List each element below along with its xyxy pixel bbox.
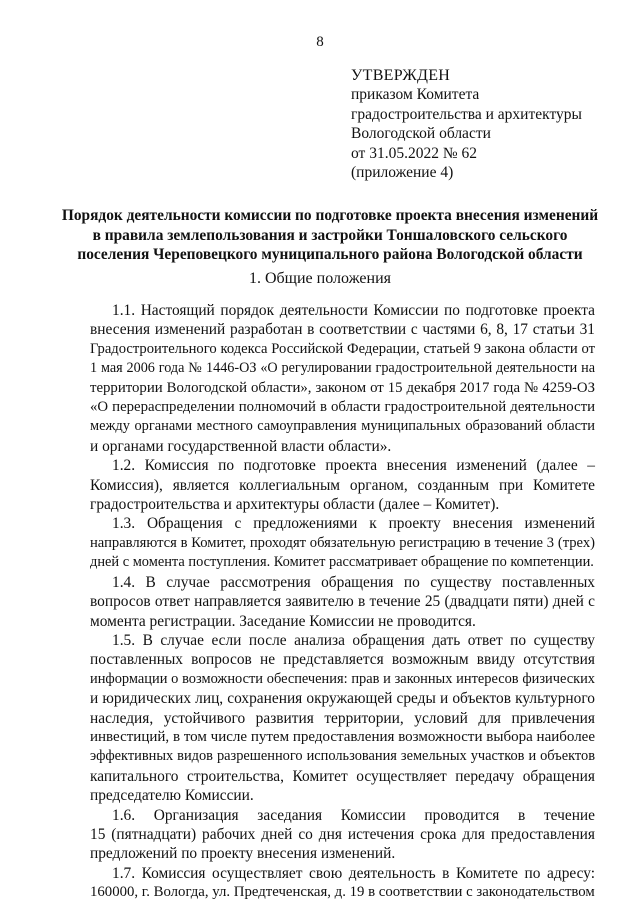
title-line: поселения Череповецкого муниципального района Вологодской области [77, 246, 583, 264]
document-title [40, 206, 620, 265]
paragraph-line: 1 мая 2006 года № 1446-ОЗ «О регулировании градостроительной деятельности на [90, 360, 595, 377]
page-number: 8 [316, 34, 324, 50]
paragraph-line: эффективных видов разрешенного использования земельных участков и объектов [90, 748, 595, 765]
paragraph-line: поставленных вопросов не представляется возможным ввиду отсутствия [90, 651, 595, 669]
paragraph-line: 1.2. Комиссия по подготовке проекта внесения изменений (далее – [112, 457, 595, 475]
paragraph-line: направляются в Комитет, проходят обязательную регистрацию в течение 3 (трех) [90, 534, 595, 551]
paragraph-line: и органами государственной власти области». [90, 437, 392, 455]
paragraph-line: вопросов ответ направляется заявителю в течение 25 (двадцати пяти) дней с [90, 593, 595, 611]
paragraph-line: момента регистрации. Заседание Комиссии не проводится. [90, 612, 476, 630]
approval-heading: УТВЕРЖДЕН [351, 67, 451, 84]
paragraph [90, 456, 595, 514]
paragraph-line: территории Вологодской области», законом от 15 декабря 2017 года № 4259-ОЗ [90, 379, 595, 396]
approval-appendix: (приложение 4) [351, 164, 454, 182]
paragraph-line: 1.5. В случае если после анализа обращения дать ответ по существу [112, 631, 595, 649]
paragraph-line: 1.4. В случае рассмотрения обращения по существу поставленных [112, 573, 595, 591]
paragraph-line: 15 (пятнадцати) рабочих дней со дня истечения срока для предоставления [90, 825, 595, 843]
paragraph-line: градостроительства и архитектуры области (далее – Комитет). [90, 496, 500, 514]
paragraph [90, 301, 595, 456]
title-line: Порядок деятельности комиссии по подготовке проекта внесения изменений [61, 207, 599, 224]
approval-date-number: от 31.05.2022 № 62 [351, 144, 477, 162]
paragraph-line: внесения изменений разработан в соответствии с частями 6, 8, 17 статьи 31 [90, 321, 595, 339]
paragraph-line: дней с момента поступления. Комитет рассматривает обращение по компетенции. [90, 554, 594, 571]
paragraph-line: информации о возможности обеспечения: прав и законных интересов физических [90, 670, 595, 687]
approval-line: градостроительства и архитектуры [351, 105, 582, 123]
paragraph-line: 1.6. Организация заседания Комиссии проводится в течение [112, 806, 595, 824]
paragraph-line: Градостроительного кодекса Российской Федерации, статьей 9 закона области от [90, 340, 595, 357]
paragraph [90, 864, 595, 903]
paragraph-line: председателю Комиссии. [90, 787, 254, 805]
title-line: в правила землепользования и застройки Тоншаловского сельского [92, 226, 568, 244]
paragraph-line: Комиссия), является коллегиальным органом, созданным при Комитете [90, 476, 595, 494]
paragraph-line: 160000, г. Вологда, ул. Предтеченская, д. 19 в соответствии с законодательством [90, 884, 595, 901]
paragraph-line: между органами местного самоуправления муниципальных образований области [90, 418, 595, 435]
paragraph-line: предложений по проекту внесения изменений. [90, 845, 396, 863]
approval-line: приказом Комитета [351, 86, 480, 104]
section-heading: 1. Общие положения [248, 270, 392, 287]
paragraph-line: и юридических лиц, сохранения окружающей среды и объектов культурного [90, 690, 595, 708]
paragraph [90, 631, 595, 806]
document-body [90, 301, 595, 903]
paragraph-line: 1.7. Комиссия осуществляет свою деятельность в Комитете по адресу: [112, 864, 595, 882]
paragraph-line: 1.3. Обращения с предложениями к проекту внесения изменений [112, 515, 595, 533]
paragraph-line: наследия, устойчивого развития территории, условий для привлечения [90, 709, 595, 727]
paragraph-line: 1.1. Настоящий порядок деятельности Комиссии по подготовке проекта [112, 302, 595, 319]
paragraph [90, 573, 595, 631]
approval-block [351, 66, 582, 182]
paragraph [90, 514, 595, 572]
paragraph-line: инвестиций, в том числе путем предоставления возможности выбора наиболее [90, 728, 595, 745]
approval-line: Вологодской области [351, 125, 491, 143]
paragraph [90, 806, 595, 864]
paragraph-line: «О перераспределении полномочий в области градостроительной деятельности [90, 399, 595, 416]
paragraph-line: капитального строительства, Комитет осуществляет передачу обращения [90, 767, 595, 785]
